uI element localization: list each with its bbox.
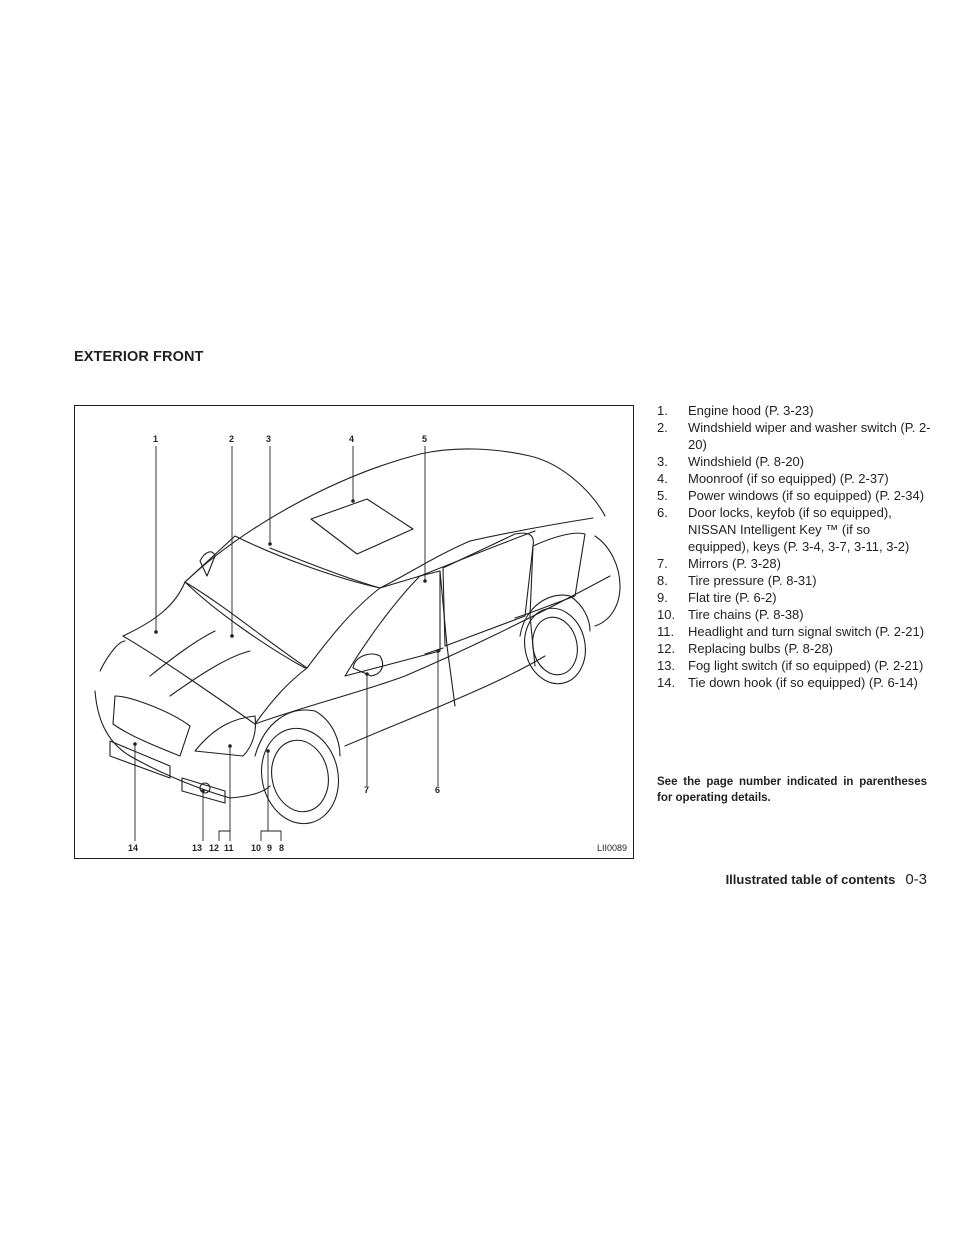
legend-item: 6. Door locks, keyfob (if so equipped), NISSAN Intelligent Key ™ (if so equipped), keys (P. 3-4, 3-7, 3-11, 3-2) bbox=[657, 505, 910, 554]
callout-1: 1 bbox=[153, 434, 159, 444]
legend-item: 10. Tire chains (P. 8-38) bbox=[657, 607, 804, 622]
callout-10: 10 bbox=[251, 843, 262, 853]
legend-item: 2. Windshield wiper and washer switch (P. 2-20) bbox=[657, 420, 931, 452]
callout-13: 13 bbox=[192, 843, 203, 853]
callout-9: 9 bbox=[267, 843, 273, 853]
legend-item: 7. Mirrors (P. 3-28) bbox=[657, 556, 781, 571]
legend-item: 9. Flat tire (P. 6-2) bbox=[657, 590, 777, 605]
callout-11: 11 bbox=[224, 843, 234, 853]
legend-item: 1. Engine hood (P. 3-23) bbox=[657, 403, 814, 418]
callout-4: 4 bbox=[349, 434, 355, 444]
legend-item: 13. Fog light switch (if so equipped) (P. 2-21) bbox=[657, 658, 924, 673]
legend-item: 5. Power windows (if so equipped) (P. 2-34) bbox=[657, 488, 925, 503]
page-number: 0-3 bbox=[905, 871, 927, 888]
callout-5: 5 bbox=[422, 434, 428, 444]
callout-7: 7 bbox=[364, 785, 370, 795]
callout-6: 6 bbox=[435, 785, 441, 795]
legend-item: 3. Windshield (P. 8-20) bbox=[657, 454, 805, 469]
callout-12: 12 bbox=[209, 843, 220, 853]
legend-item: 8. Tire pressure (P. 8-31) bbox=[657, 573, 817, 588]
callout-2: 2 bbox=[229, 434, 235, 444]
callout-3: 3 bbox=[266, 434, 272, 444]
legend-item: 14. Tie down hook (if so equipped) (P. 6-14) bbox=[657, 675, 918, 690]
footer-title: Illustrated table of contents bbox=[725, 872, 896, 887]
legend-item: 12. Replacing bulbs (P. 8-28) bbox=[657, 641, 834, 656]
legend-list bbox=[657, 402, 932, 691]
car-exterior-figure bbox=[74, 405, 634, 859]
legend-item: 11. Headlight and turn signal switch (P. 2-21) bbox=[657, 624, 925, 639]
operating-details-note: See the page number indicated in parentheses for operating details. bbox=[657, 776, 927, 804]
page-footer bbox=[600, 871, 927, 888]
figure-id: LII0089 bbox=[596, 843, 627, 853]
callout-14: 14 bbox=[128, 843, 139, 853]
section-title: EXTERIOR FRONT bbox=[74, 349, 204, 365]
legend-item: 4. Moonroof (if so equipped) (P. 2-37) bbox=[657, 471, 889, 486]
callout-8: 8 bbox=[279, 843, 285, 853]
